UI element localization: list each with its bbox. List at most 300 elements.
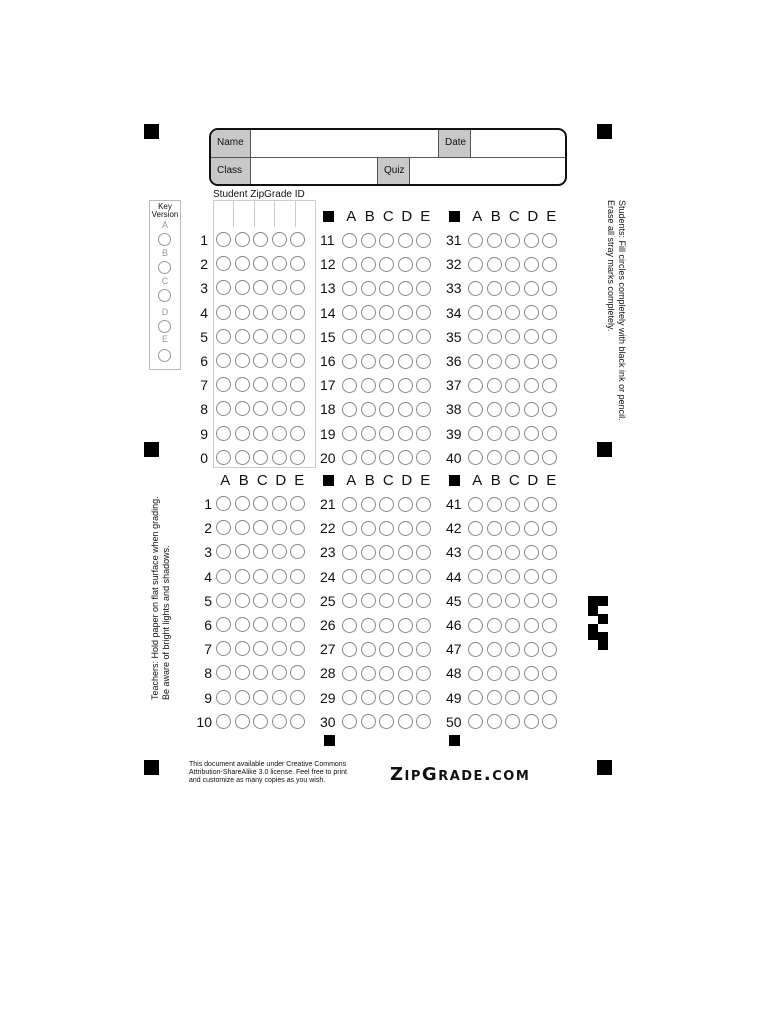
answer-bubble-d[interactable] <box>524 354 539 369</box>
answer-bubble-e[interactable] <box>542 281 557 296</box>
answer-bubble-a[interactable] <box>216 496 231 511</box>
student-id-bubble-d[interactable] <box>272 377 287 392</box>
answer-bubble-c[interactable] <box>379 426 394 441</box>
answer-bubble-a[interactable] <box>468 642 483 657</box>
answer-bubble-d[interactable] <box>272 665 287 680</box>
answer-bubble-d[interactable] <box>272 569 287 584</box>
answer-bubble-e[interactable] <box>542 450 557 465</box>
answer-bubble-b[interactable] <box>361 378 376 393</box>
answer-bubble-d[interactable] <box>272 520 287 535</box>
answer-bubble-c[interactable] <box>505 450 520 465</box>
answer-bubble-b[interactable] <box>235 520 250 535</box>
answer-bubble-b[interactable] <box>235 617 250 632</box>
answer-bubble-d[interactable] <box>524 593 539 608</box>
answer-bubble-e[interactable] <box>416 714 431 729</box>
answer-bubble-d[interactable] <box>398 497 413 512</box>
answer-bubble-a[interactable] <box>468 521 483 536</box>
answer-bubble-a[interactable] <box>342 378 357 393</box>
answer-bubble-e[interactable] <box>416 618 431 633</box>
answer-bubble-b[interactable] <box>361 569 376 584</box>
student-id-bubble-e[interactable] <box>290 401 305 416</box>
quiz-field[interactable] <box>410 158 565 186</box>
answer-bubble-a[interactable] <box>468 666 483 681</box>
answer-bubble-c[interactable] <box>379 305 394 320</box>
answer-bubble-d[interactable] <box>398 569 413 584</box>
answer-bubble-d[interactable] <box>272 496 287 511</box>
answer-bubble-d[interactable] <box>524 642 539 657</box>
answer-bubble-b[interactable] <box>361 642 376 657</box>
student-id-bubble-e[interactable] <box>290 426 305 441</box>
answer-bubble-a[interactable] <box>216 593 231 608</box>
answer-bubble-d[interactable] <box>524 257 539 272</box>
student-id-bubble-d[interactable] <box>272 305 287 320</box>
answer-bubble-c[interactable] <box>253 593 268 608</box>
answer-bubble-b[interactable] <box>487 618 502 633</box>
answer-bubble-b[interactable] <box>487 354 502 369</box>
key-version-bubble-a[interactable] <box>158 233 171 246</box>
answer-bubble-d[interactable] <box>524 378 539 393</box>
answer-bubble-e[interactable] <box>290 617 305 632</box>
key-version-bubble-c[interactable] <box>158 289 171 302</box>
answer-bubble-a[interactable] <box>468 618 483 633</box>
answer-bubble-b[interactable] <box>487 305 502 320</box>
answer-bubble-a[interactable] <box>342 569 357 584</box>
answer-bubble-e[interactable] <box>416 354 431 369</box>
answer-bubble-b[interactable] <box>361 497 376 512</box>
answer-bubble-b[interactable] <box>487 426 502 441</box>
answer-bubble-e[interactable] <box>542 690 557 705</box>
answer-bubble-b[interactable] <box>361 545 376 560</box>
student-id-bubble-e[interactable] <box>290 450 305 465</box>
answer-bubble-d[interactable] <box>524 714 539 729</box>
answer-bubble-a[interactable] <box>342 354 357 369</box>
answer-bubble-b[interactable] <box>361 426 376 441</box>
answer-bubble-c[interactable] <box>379 569 394 584</box>
student-id-bubble-a[interactable] <box>216 329 231 344</box>
answer-bubble-a[interactable] <box>468 233 483 248</box>
student-id-bubble-b[interactable] <box>235 256 250 271</box>
answer-bubble-c[interactable] <box>379 233 394 248</box>
answer-bubble-c[interactable] <box>253 569 268 584</box>
answer-bubble-d[interactable] <box>398 426 413 441</box>
key-version-bubble-b[interactable] <box>158 261 171 274</box>
answer-bubble-a[interactable] <box>342 281 357 296</box>
answer-bubble-e[interactable] <box>416 257 431 272</box>
answer-bubble-c[interactable] <box>253 665 268 680</box>
answer-bubble-c[interactable] <box>379 666 394 681</box>
answer-bubble-c[interactable] <box>379 690 394 705</box>
student-id-bubble-d[interactable] <box>272 329 287 344</box>
answer-bubble-a[interactable] <box>342 666 357 681</box>
answer-bubble-b[interactable] <box>487 642 502 657</box>
answer-bubble-a[interactable] <box>342 521 357 536</box>
answer-bubble-b[interactable] <box>235 690 250 705</box>
answer-bubble-d[interactable] <box>524 666 539 681</box>
answer-bubble-a[interactable] <box>216 714 231 729</box>
answer-bubble-d[interactable] <box>524 281 539 296</box>
answer-bubble-c[interactable] <box>379 545 394 560</box>
answer-bubble-d[interactable] <box>272 714 287 729</box>
student-id-bubble-e[interactable] <box>290 353 305 368</box>
answer-bubble-c[interactable] <box>253 617 268 632</box>
answer-bubble-b[interactable] <box>235 714 250 729</box>
answer-bubble-e[interactable] <box>416 402 431 417</box>
answer-bubble-a[interactable] <box>342 329 357 344</box>
answer-bubble-c[interactable] <box>253 520 268 535</box>
answer-bubble-d[interactable] <box>524 329 539 344</box>
answer-bubble-e[interactable] <box>542 569 557 584</box>
answer-bubble-e[interactable] <box>290 569 305 584</box>
answer-bubble-e[interactable] <box>542 666 557 681</box>
student-id-bubble-b[interactable] <box>235 305 250 320</box>
answer-bubble-d[interactable] <box>398 281 413 296</box>
student-id-bubble-d[interactable] <box>272 256 287 271</box>
student-id-bubble-d[interactable] <box>272 232 287 247</box>
answer-bubble-e[interactable] <box>416 642 431 657</box>
answer-bubble-e[interactable] <box>542 593 557 608</box>
answer-bubble-d[interactable] <box>398 593 413 608</box>
student-id-bubble-c[interactable] <box>253 377 268 392</box>
answer-bubble-b[interactable] <box>361 521 376 536</box>
answer-bubble-e[interactable] <box>290 593 305 608</box>
answer-bubble-a[interactable] <box>468 402 483 417</box>
answer-bubble-a[interactable] <box>342 426 357 441</box>
answer-bubble-b[interactable] <box>361 666 376 681</box>
answer-bubble-d[interactable] <box>398 233 413 248</box>
answer-bubble-d[interactable] <box>398 521 413 536</box>
answer-bubble-d[interactable] <box>524 450 539 465</box>
answer-bubble-b[interactable] <box>361 257 376 272</box>
answer-bubble-e[interactable] <box>416 450 431 465</box>
answer-bubble-c[interactable] <box>379 402 394 417</box>
answer-bubble-d[interactable] <box>272 690 287 705</box>
answer-bubble-a[interactable] <box>468 714 483 729</box>
answer-bubble-c[interactable] <box>505 666 520 681</box>
answer-bubble-a[interactable] <box>216 665 231 680</box>
answer-bubble-e[interactable] <box>416 426 431 441</box>
answer-bubble-a[interactable] <box>216 641 231 656</box>
answer-bubble-b[interactable] <box>361 281 376 296</box>
answer-bubble-b[interactable] <box>487 497 502 512</box>
student-id-bubble-a[interactable] <box>216 450 231 465</box>
answer-bubble-e[interactable] <box>542 521 557 536</box>
answer-bubble-b[interactable] <box>235 593 250 608</box>
student-id-bubble-c[interactable] <box>253 305 268 320</box>
answer-bubble-a[interactable] <box>342 545 357 560</box>
answer-bubble-e[interactable] <box>290 690 305 705</box>
student-id-bubble-c[interactable] <box>253 353 268 368</box>
student-id-bubble-e[interactable] <box>290 256 305 271</box>
answer-bubble-b[interactable] <box>487 714 502 729</box>
answer-bubble-e[interactable] <box>416 521 431 536</box>
answer-bubble-c[interactable] <box>379 450 394 465</box>
class-field[interactable] <box>251 158 378 186</box>
student-id-bubble-b[interactable] <box>235 426 250 441</box>
answer-bubble-c[interactable] <box>505 714 520 729</box>
answer-bubble-c[interactable] <box>505 378 520 393</box>
answer-bubble-c[interactable] <box>379 354 394 369</box>
answer-bubble-c[interactable] <box>505 642 520 657</box>
student-id-bubble-e[interactable] <box>290 329 305 344</box>
student-id-bubble-a[interactable] <box>216 305 231 320</box>
answer-bubble-d[interactable] <box>272 641 287 656</box>
answer-bubble-d[interactable] <box>398 402 413 417</box>
student-id-bubble-d[interactable] <box>272 450 287 465</box>
student-id-bubble-a[interactable] <box>216 353 231 368</box>
answer-bubble-b[interactable] <box>487 521 502 536</box>
answer-bubble-a[interactable] <box>342 497 357 512</box>
answer-bubble-e[interactable] <box>542 233 557 248</box>
answer-bubble-a[interactable] <box>468 690 483 705</box>
student-id-bubble-a[interactable] <box>216 280 231 295</box>
answer-bubble-e[interactable] <box>416 233 431 248</box>
answer-bubble-e[interactable] <box>290 496 305 511</box>
answer-bubble-a[interactable] <box>468 569 483 584</box>
answer-bubble-a[interactable] <box>216 544 231 559</box>
answer-bubble-b[interactable] <box>361 329 376 344</box>
answer-bubble-b[interactable] <box>361 714 376 729</box>
answer-bubble-c[interactable] <box>379 593 394 608</box>
answer-bubble-a[interactable] <box>468 281 483 296</box>
answer-bubble-d[interactable] <box>524 545 539 560</box>
answer-bubble-c[interactable] <box>505 305 520 320</box>
answer-bubble-a[interactable] <box>342 305 357 320</box>
answer-bubble-e[interactable] <box>416 497 431 512</box>
answer-bubble-e[interactable] <box>416 329 431 344</box>
answer-bubble-c[interactable] <box>505 569 520 584</box>
answer-bubble-d[interactable] <box>398 450 413 465</box>
student-id-bubble-a[interactable] <box>216 232 231 247</box>
answer-bubble-c[interactable] <box>253 714 268 729</box>
answer-bubble-c[interactable] <box>379 642 394 657</box>
answer-bubble-d[interactable] <box>398 714 413 729</box>
answer-bubble-c[interactable] <box>379 281 394 296</box>
answer-bubble-a[interactable] <box>342 690 357 705</box>
answer-bubble-d[interactable] <box>398 257 413 272</box>
answer-bubble-b[interactable] <box>487 666 502 681</box>
answer-bubble-a[interactable] <box>216 569 231 584</box>
answer-bubble-c[interactable] <box>253 641 268 656</box>
answer-bubble-e[interactable] <box>542 545 557 560</box>
answer-bubble-d[interactable] <box>524 569 539 584</box>
answer-bubble-e[interactable] <box>542 714 557 729</box>
name-field[interactable] <box>251 130 439 157</box>
answer-bubble-d[interactable] <box>398 329 413 344</box>
student-id-bubble-e[interactable] <box>290 305 305 320</box>
answer-bubble-a[interactable] <box>468 354 483 369</box>
answer-bubble-d[interactable] <box>524 521 539 536</box>
student-id-bubble-e[interactable] <box>290 280 305 295</box>
answer-bubble-b[interactable] <box>361 305 376 320</box>
key-version-bubble-e[interactable] <box>158 349 171 362</box>
answer-bubble-a[interactable] <box>342 450 357 465</box>
student-id-bubble-b[interactable] <box>235 329 250 344</box>
answer-bubble-a[interactable] <box>342 593 357 608</box>
answer-bubble-a[interactable] <box>342 642 357 657</box>
answer-bubble-d[interactable] <box>398 690 413 705</box>
student-id-bubble-a[interactable] <box>216 401 231 416</box>
answer-bubble-a[interactable] <box>468 497 483 512</box>
answer-bubble-b[interactable] <box>235 569 250 584</box>
answer-bubble-e[interactable] <box>416 378 431 393</box>
answer-bubble-c[interactable] <box>505 618 520 633</box>
answer-bubble-a[interactable] <box>342 233 357 248</box>
answer-bubble-b[interactable] <box>361 593 376 608</box>
answer-bubble-a[interactable] <box>468 593 483 608</box>
student-id-bubble-b[interactable] <box>235 450 250 465</box>
answer-bubble-a[interactable] <box>216 617 231 632</box>
answer-bubble-e[interactable] <box>290 714 305 729</box>
answer-bubble-e[interactable] <box>542 642 557 657</box>
answer-bubble-e[interactable] <box>416 569 431 584</box>
answer-bubble-a[interactable] <box>342 257 357 272</box>
answer-bubble-b[interactable] <box>361 450 376 465</box>
student-id-bubble-c[interactable] <box>253 450 268 465</box>
student-id-bubble-b[interactable] <box>235 377 250 392</box>
answer-bubble-b[interactable] <box>487 281 502 296</box>
answer-bubble-b[interactable] <box>361 233 376 248</box>
answer-bubble-d[interactable] <box>272 617 287 632</box>
answer-bubble-d[interactable] <box>524 618 539 633</box>
answer-bubble-d[interactable] <box>398 354 413 369</box>
answer-bubble-e[interactable] <box>542 329 557 344</box>
answer-bubble-c[interactable] <box>505 233 520 248</box>
answer-bubble-d[interactable] <box>524 402 539 417</box>
answer-bubble-a[interactable] <box>468 329 483 344</box>
answer-bubble-d[interactable] <box>398 666 413 681</box>
student-id-bubble-d[interactable] <box>272 353 287 368</box>
student-id-bubble-c[interactable] <box>253 329 268 344</box>
answer-bubble-e[interactable] <box>416 593 431 608</box>
answer-bubble-c[interactable] <box>253 544 268 559</box>
answer-bubble-b[interactable] <box>487 378 502 393</box>
answer-bubble-b[interactable] <box>487 257 502 272</box>
student-id-bubble-c[interactable] <box>253 401 268 416</box>
answer-bubble-c[interactable] <box>505 593 520 608</box>
answer-bubble-e[interactable] <box>542 257 557 272</box>
answer-bubble-b[interactable] <box>487 593 502 608</box>
answer-bubble-a[interactable] <box>468 305 483 320</box>
student-id-bubble-b[interactable] <box>235 353 250 368</box>
answer-bubble-b[interactable] <box>487 402 502 417</box>
answer-bubble-d[interactable] <box>272 544 287 559</box>
answer-bubble-e[interactable] <box>416 281 431 296</box>
student-id-bubble-a[interactable] <box>216 377 231 392</box>
answer-bubble-d[interactable] <box>524 497 539 512</box>
answer-bubble-c[interactable] <box>505 281 520 296</box>
date-field[interactable] <box>471 130 565 157</box>
answer-bubble-b[interactable] <box>487 690 502 705</box>
answer-bubble-d[interactable] <box>398 305 413 320</box>
answer-bubble-c[interactable] <box>379 497 394 512</box>
answer-bubble-b[interactable] <box>361 690 376 705</box>
answer-bubble-a[interactable] <box>342 402 357 417</box>
answer-bubble-b[interactable] <box>235 641 250 656</box>
answer-bubble-c[interactable] <box>379 257 394 272</box>
answer-bubble-d[interactable] <box>524 690 539 705</box>
student-id-bubble-c[interactable] <box>253 426 268 441</box>
student-id-bubble-e[interactable] <box>290 232 305 247</box>
answer-bubble-a[interactable] <box>216 520 231 535</box>
answer-bubble-b[interactable] <box>487 569 502 584</box>
answer-bubble-b[interactable] <box>361 354 376 369</box>
student-id-bubble-b[interactable] <box>235 280 250 295</box>
answer-bubble-d[interactable] <box>398 378 413 393</box>
answer-bubble-c[interactable] <box>379 714 394 729</box>
answer-bubble-d[interactable] <box>398 545 413 560</box>
answer-bubble-c[interactable] <box>253 690 268 705</box>
answer-bubble-c[interactable] <box>505 497 520 512</box>
student-id-bubble-b[interactable] <box>235 401 250 416</box>
answer-bubble-d[interactable] <box>272 593 287 608</box>
answer-bubble-d[interactable] <box>524 305 539 320</box>
answer-bubble-e[interactable] <box>290 641 305 656</box>
answer-bubble-e[interactable] <box>290 520 305 535</box>
answer-bubble-b[interactable] <box>235 544 250 559</box>
answer-bubble-a[interactable] <box>468 378 483 393</box>
answer-bubble-c[interactable] <box>379 521 394 536</box>
student-id-bubble-d[interactable] <box>272 280 287 295</box>
answer-bubble-a[interactable] <box>468 257 483 272</box>
answer-bubble-d[interactable] <box>524 426 539 441</box>
answer-bubble-a[interactable] <box>216 690 231 705</box>
student-id-bubble-d[interactable] <box>272 401 287 416</box>
answer-bubble-e[interactable] <box>542 426 557 441</box>
answer-bubble-e[interactable] <box>416 690 431 705</box>
student-id-bubble-c[interactable] <box>253 256 268 271</box>
answer-bubble-b[interactable] <box>361 618 376 633</box>
student-id-bubble-d[interactable] <box>272 426 287 441</box>
student-id-write-cells[interactable] <box>214 201 315 227</box>
answer-bubble-e[interactable] <box>416 305 431 320</box>
answer-bubble-e[interactable] <box>290 665 305 680</box>
answer-bubble-e[interactable] <box>542 378 557 393</box>
answer-bubble-c[interactable] <box>379 378 394 393</box>
answer-bubble-e[interactable] <box>542 497 557 512</box>
answer-bubble-c[interactable] <box>379 618 394 633</box>
answer-bubble-c[interactable] <box>505 329 520 344</box>
answer-bubble-c[interactable] <box>505 690 520 705</box>
answer-bubble-c[interactable] <box>505 521 520 536</box>
answer-bubble-e[interactable] <box>416 666 431 681</box>
student-id-bubble-a[interactable] <box>216 256 231 271</box>
student-id-bubble-c[interactable] <box>253 280 268 295</box>
answer-bubble-c[interactable] <box>505 354 520 369</box>
answer-bubble-a[interactable] <box>342 714 357 729</box>
answer-bubble-b[interactable] <box>487 233 502 248</box>
answer-bubble-e[interactable] <box>416 545 431 560</box>
key-version-bubble-d[interactable] <box>158 320 171 333</box>
answer-bubble-a[interactable] <box>468 545 483 560</box>
answer-bubble-b[interactable] <box>235 665 250 680</box>
answer-bubble-e[interactable] <box>542 354 557 369</box>
answer-bubble-c[interactable] <box>253 496 268 511</box>
answer-bubble-c[interactable] <box>505 402 520 417</box>
answer-bubble-b[interactable] <box>487 329 502 344</box>
answer-bubble-e[interactable] <box>290 544 305 559</box>
answer-bubble-e[interactable] <box>542 618 557 633</box>
answer-bubble-d[interactable] <box>398 642 413 657</box>
answer-bubble-e[interactable] <box>542 402 557 417</box>
answer-bubble-c[interactable] <box>505 545 520 560</box>
answer-bubble-b[interactable] <box>487 545 502 560</box>
answer-bubble-a[interactable] <box>468 450 483 465</box>
answer-bubble-b[interactable] <box>361 402 376 417</box>
answer-bubble-a[interactable] <box>342 618 357 633</box>
student-id-bubble-c[interactable] <box>253 232 268 247</box>
answer-bubble-b[interactable] <box>235 496 250 511</box>
answer-bubble-b[interactable] <box>487 450 502 465</box>
